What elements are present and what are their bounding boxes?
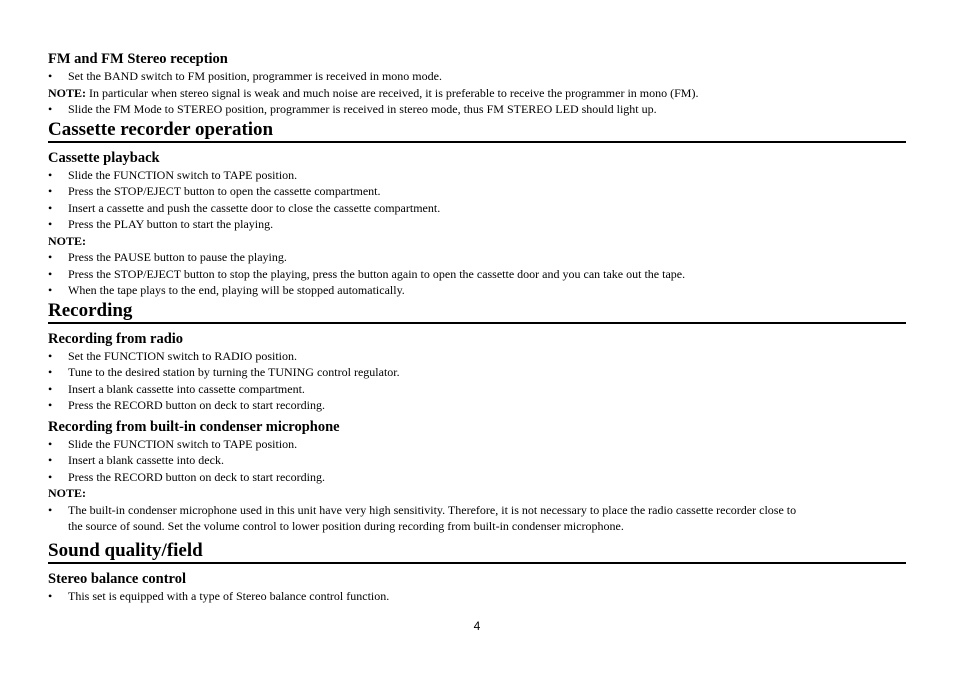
bullet-icon: • — [48, 200, 53, 215]
list-item: • Tune to the desired station by turning the TUNING control regulator. — [48, 365, 400, 379]
fm-note: NOTE: In particular when stereo signal is weak and much noise are received, it is preferable to receive the programmer in mono (FM). — [48, 85, 699, 100]
list-item: • Set the FUNCTION switch to RADIO position. — [48, 348, 297, 363]
note-label: NOTE: — [48, 233, 87, 248]
bullet-icon: • — [48, 381, 53, 396]
list-item: • Press the PAUSE button to pause the playing. — [48, 250, 287, 264]
bullet-icon: • — [48, 102, 53, 116]
bullet-icon: • — [48, 250, 53, 264]
stereo-balance-heading: Stereo balance control — [48, 570, 186, 587]
list-item: • This set is equipped with a type of Stereo balance control function. — [48, 588, 390, 603]
list-item: • Press the RECORD button on deck to start recording. — [48, 469, 325, 484]
recording-radio-heading: Recording from radio — [48, 330, 184, 347]
bullet-icon: • — [48, 436, 53, 451]
bullet-icon: • — [48, 365, 53, 379]
list-item: • Insert a blank cassette into deck. — [48, 453, 224, 467]
bullet-icon: • — [48, 348, 53, 363]
bullet-icon: • — [48, 469, 53, 484]
list-item: • Press the RECORD button on deck to start recording. — [48, 398, 325, 412]
cassette-playback-heading: Cassette playback — [48, 149, 160, 166]
list-item: • Set the BAND switch to FM position, programmer is received in mono mode. — [48, 69, 442, 83]
sound-section-heading: Sound quality/field — [48, 539, 906, 564]
bullet-icon: • — [48, 502, 53, 517]
list-item: • When the tape plays to the end, playing will be stopped automatically. — [48, 283, 405, 297]
bullet-icon: • — [48, 69, 53, 83]
list-item: • Slide the FUNCTION switch to TAPE position. — [48, 436, 298, 451]
bullet-icon: • — [48, 266, 53, 281]
cassette-section-heading: Cassette recorder operation — [48, 118, 906, 143]
recording-note — [48, 485, 906, 502]
page-content — [48, 50, 906, 604]
list-item: • Press the STOP/EJECT button to open the cassette compartment. — [48, 184, 381, 198]
recording-mic-heading: Recording from built-in condenser microphone — [48, 418, 340, 435]
bullet-icon: • — [48, 217, 53, 231]
bullet-icon: • — [48, 167, 53, 182]
recording-section-heading: Recording — [48, 299, 906, 324]
list-item: • The built-in condenser microphone used in this unit have very high sensitivity. Therefore, it is not necessary to place the radio cassette recorder close to the source of sound. Set the volume control to lower position during recording from built-in condenser microphone. — [48, 502, 797, 533]
bullet-icon: • — [48, 283, 53, 297]
bullet-icon: • — [48, 184, 53, 198]
list-item: • Slide the FM Mode to STEREO position, programmer is received in stereo mode, thus FM STEREO LED should light up. — [48, 102, 657, 116]
bullet-icon: • — [48, 398, 53, 412]
note-label: NOTE: — [48, 486, 87, 500]
list-item: • Press the PLAY button to start the playing. — [48, 217, 274, 231]
bullet-icon: • — [48, 453, 53, 467]
note-label: NOTE: — [48, 85, 87, 100]
list-item: • Slide the FUNCTION switch to TAPE position. — [48, 167, 298, 182]
list-item: • Press the STOP/EJECT button to stop the playing, press the button again to open the cassette door and you can take out the tape. — [48, 266, 686, 281]
page-number: 4 — [473, 619, 481, 633]
list-item: • Insert a cassette and push the cassette door to close the cassette compartment. — [48, 200, 441, 215]
list-item: • Insert a blank cassette into cassette compartment. — [48, 381, 305, 396]
cassette-note — [48, 233, 906, 250]
fm-heading: FM and FM Stereo reception — [48, 51, 228, 67]
bullet-icon: • — [48, 588, 53, 603]
